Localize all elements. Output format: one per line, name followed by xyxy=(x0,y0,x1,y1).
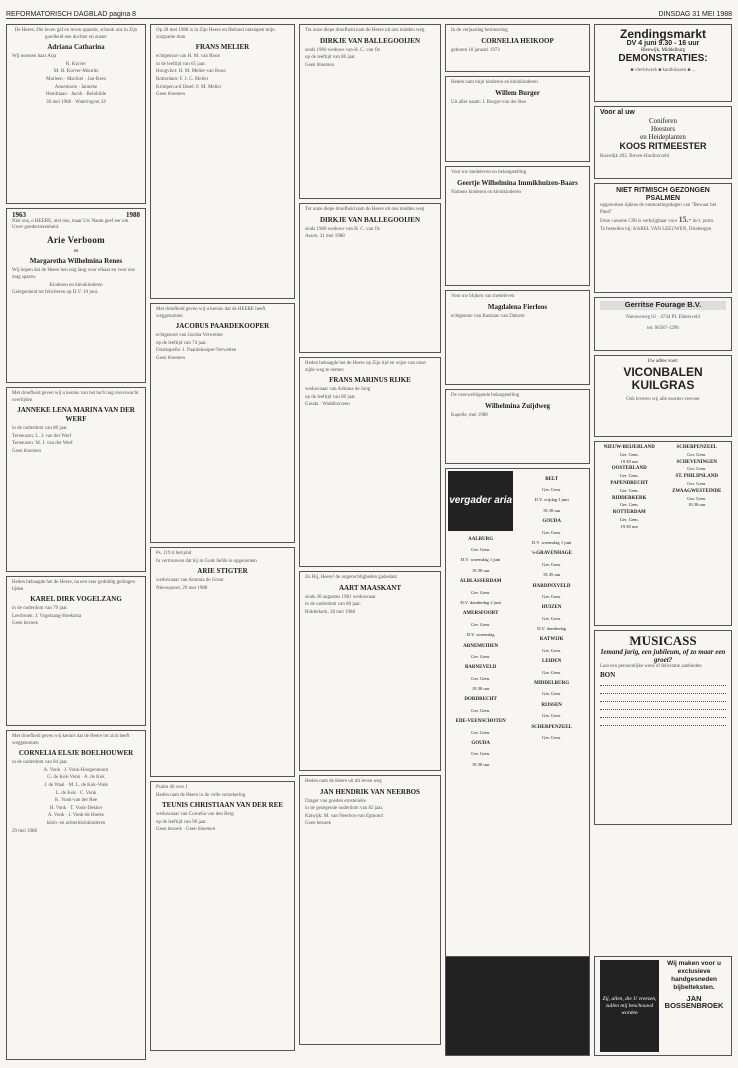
notice-jacobus: Met droefheid geven wij u kennis dat de HEERE heeft weggenomen JACOBUS PAARDEKOOPER echtgenoot van Jacoba Verwetten op de leeftijd van 74 jaar. Oostkapelle: J. Paardekooper-Verwetten Geen bloemen xyxy=(150,303,295,543)
ad-text: Wij maken voor u exclusieve handgesneden bijbelteksten. xyxy=(667,960,721,991)
church-services: vergader aria AALBURG Ger. Gem. D.V. woensdag 1 juni 19.30 uur ALBLASSERDAM Ger. Gem. D.V. donderdag 2 juni AMERSFOORT Ger. Gem. D.V. woensdag ARNEMUIDEN Ger. Gem. BARNEVELD Ger. Gem. 19.30 uur DORDRECHT Ger. Gem. EDE-VEENSCHOTEN Ger. Gem. GOUDA Ger. Gem. 19.30 uur BELT Ger. Gem. D.V. vrijdag 3 juni 19.30 uur GOUDA Ger. Gem. D.V. woensdag 1 juni 's-GRAVENHAGE Ger. Gem. 19.45 uur HARDINXVELD Ger. Gem. HUIZEN Ger. Gem. D.V. donderdag KATWIJK Ger. Gem. LEIDEN Ger. Gem. MIDDELBURG Ger. Gem. RIJSSEN Ger. Gem. SCHERPENZEEL Ger. Gem. xyxy=(445,468,590,1028)
form-field[interactable] xyxy=(600,703,726,710)
ad-top: Voor al uw xyxy=(600,109,635,116)
notice-jan-hendrik: Heden nam de Heere uit dit leven weg JAN HENDRIK VAN NEERBOS Drager van goeden ernstelieke in de gezegende ouderdom van 82 jaar. Katwijk: M. van Neerbos-van Egmond Geen bezoek xyxy=(299,775,441,1045)
ad-place: Bleewijk, Middelburg xyxy=(640,47,686,53)
notice-title: JANNEKE LENA MARINA VAN DER WERF xyxy=(17,406,135,424)
ad-niet-ritmisch: NIET RITMISCH GEZONGEN PSALMEN opgenomen tijdens de ontmoetingsdagen van "Bewaar het Pand" Deze cassette C90 is verkrijgbaar voor 15.- incl. porto. Te bestellen bij: KAREL VAN LEEUWEN, Driebergen xyxy=(594,183,732,293)
ad-items: Coniferen Heesters en Heideplanten xyxy=(640,116,686,141)
ad-bossenbroek-image xyxy=(445,956,590,1056)
notice-dirkje-1: Tot onze diepe droefheid nam de Heere uit ons midden weg DIRKJE VAN BALLEGOOIJEN sinds 1960 weduwe van H. C. van Os op de leeftijd van 86 jaar. Geen bloemen xyxy=(299,24,441,199)
notice-karel: Heden behaagde het de Heere, na een zeer geduldig gedragen lijden KAREL DIRK VOGELZANG in de ouderdom van 79 jaar. Leerbroek: J. Vogelzang-Hoeksma Geen bezoek xyxy=(6,576,146,726)
notice-frans-rijke: Heden behaagde het de Heere op Zijn tijd en wijze van onze zijde weg te nemen FRANS MARINUS RIJKE weduwnaar van Adriana de Jong op de leeftijd van 80 jaar. Gouda · Waddinxveen xyxy=(299,357,441,567)
ad-subtitle: DV 4 juni 9.30 - 16 uur xyxy=(626,40,700,47)
notice-title: FRANS MARINUS RIJKE xyxy=(329,376,411,385)
notice-title: Adriana Catharina xyxy=(47,43,105,52)
column-4 xyxy=(445,24,590,1032)
notice-title: CORNELIA ELSJE BOELHOUWER xyxy=(18,749,134,758)
ad-gerritse: Gerritse Fourage B.V. Nieuweweg 61 · 4744 PL Eldersveld tel. 06587-1296 xyxy=(594,297,732,351)
form-field[interactable] xyxy=(600,679,726,686)
ad-title: MUSICASS xyxy=(629,633,697,648)
notice-title: CORNELIA HEIKOOP xyxy=(481,36,554,45)
year-start: 1963 xyxy=(12,211,26,219)
column-5 xyxy=(594,24,732,829)
notice-title: JAN HENDRIK VAN NEERBOS xyxy=(320,787,420,796)
form-field[interactable] xyxy=(600,711,726,718)
ad-slogan: Iemand jarig, een jubileum, of zo maar een groet? xyxy=(600,648,726,664)
ad-title: NIET RITMISCH GEZONGEN PSALMEN xyxy=(616,187,710,202)
bon-label: BON xyxy=(600,670,616,679)
ad-musicass: MUSICASS Iemand jarig, een jubileum, of zo maar een groet? Laat een persoonlijke wens of felicitatie aanbieden BON xyxy=(594,630,732,825)
notice-dirkje-2: Tot onze diepe droefheid nam de Heere uit ons midden weg DIRKJE VAN BALLEGOOIJEN sinds 1960 weduwe van H. C. van Os Assen, 31 mei 1988 xyxy=(299,203,441,353)
ad-price: 15.- xyxy=(678,215,692,225)
notice-magdalena: Voor uw blijken van medeleven Magdalena Fierloos echtgenote van Bastiaan van Dalsem xyxy=(445,290,590,385)
notice-title: ARIE STIGTER xyxy=(197,567,248,576)
notice-title: TEUNIS CHRISTIAAN VAN DER REE xyxy=(161,801,284,810)
form-field[interactable] xyxy=(600,719,726,726)
ad-title-2: KUILGRAS xyxy=(631,377,695,392)
ad-koos-ritmeester: Voor al uw Coniferen Heesters en Heideplanten KOOS RITMEESTER Roosdijk 402, Boven-Hardinxveld xyxy=(594,106,732,179)
ad-demo: DEMONSTRATIES: xyxy=(618,53,708,65)
ad-top: Uw adres voor: xyxy=(647,359,679,364)
header-left: REFORMATORISCH DAGBLAD pagina 8 xyxy=(6,11,137,18)
notice-arie-stigter: Ps. 119:4 berijmd In vertrouwen dat hij in Gods liefde is opgenomen ARIE STIGTER weduwnaar van Antonia de Groot Nieuwpoort, 29 mei 1988 xyxy=(150,547,295,777)
form-field[interactable] xyxy=(600,687,726,694)
notice-teunis: Psalm 46 vers 1 Heden nam de Heere in de volle verzekering TEUNIS CHRISTIAAN VAN DER REE weduwnaar van Cornelia van den Berg op de leeftijd van 90 jaar. Geen bezoek · Geen bloemen xyxy=(150,781,295,1051)
notice-aart: Zo Hij, Heere! de ongerechtigheden gadeslaat AART MAASKANT sinds 30 augustus 1981 weduwnaar in de ouderdom van 86 jaar. Ridderkerk, 28 mei 1988 xyxy=(299,571,441,771)
notice-title: FRANS MELIER xyxy=(195,43,250,52)
column-3 xyxy=(299,24,441,1049)
notice-title-2: Margaretha Wilhelmina Renes xyxy=(29,257,123,266)
notice-cornelia-heikoop: In de verjaardag herinnering CORNELIA HEIKOOP geboren 18 januari 1973 xyxy=(445,24,590,72)
notice-cornelia-boelhouwer: Met droefheid geven wij kennis dat de Heere tot zich heeft weggenomen CORNELIA ELSJE BOELHOUWER in de ouderdom van 84 jaar. A. Vonk · J. Vonk-Hoogendoorn G. de Kok-Vonk · A. de Kok J. de Waal · M. L. de Kok-Vonk L. de Kok · C. Vonk K. Vonk-van der Ree H. Vonk · T. Vonk-Dekker A. Vonk · J. Vonk-de Hoeke klein- en achterkleinkinderen 29 mei 1988 xyxy=(6,730,146,1060)
notice-anniversary: 1963 1988 Niet ons, o HEERE, niet ons, maar Uw Naam geef eer om Uwer goedertierenheid. Arie Verboom en Margaretha Wilhelmina Renes Wij hopen dat de Heere hen nog lang voor elkaar en voor ons mag sparen. Kinderen en kleinkinderen Gelegenheid tot feliciteren op D.V. 10 juni. xyxy=(6,208,146,383)
ad-title: VICONBALEN xyxy=(623,364,703,379)
form-field[interactable] xyxy=(600,695,726,702)
ad-name: JAN BOSSENBROEK xyxy=(664,994,724,1010)
ad-zendingsmarkt: Zendingsmarkt DV 4 juni 9.30 - 16 uur Bleewijk, Middelburg DEMONSTRATIES: ■ vlechtwerk ■ kantklossen ■ ... xyxy=(594,24,732,102)
vergader-aria-logo: vergader aria xyxy=(448,471,513,531)
notice-title: DIRKJE VAN BALLEGOOIJEN xyxy=(319,36,421,45)
column-1 xyxy=(6,24,146,1064)
column-2 xyxy=(150,24,295,1055)
notice-willem: Heden nam mijn kinderen en kleinkinderen Willem Burger Uit aller naam: J. Burger-van der Ree xyxy=(445,76,590,162)
notice-frans-melier: Op 28 mei 1988 is in Zijn Heere en Heiland ontslapen mijn zorgzame man FRANS MELIER echtgenoot van H. M. van Roon in de leeftijd van 65 jaar. Hoogvliet: H. M. Melier-van Roon Rotterdam: F. J. C. Melier Krimpen a/d IJssel: F. M. Melier Geen bloemen xyxy=(150,24,295,299)
church-services-2: NIEUW-BEIJERLAND Ger. Gem. 19.30 uur OOSTERLAND Ger. Gem. PAPENDRECHT Ger. Gem. RIDDERKERK Ger. Gem. ROTTERDAM Ger. Gem. 19.30 uur SCHERPENZEEL Ger. Gem. SCHEVENINGEN Ger. Gem. ST. PHILIPSLAND Ger. Gem. ZWAAGWESTEINDE Ger. Gem. 19.30 uur xyxy=(594,441,732,626)
notice-geertje: Voor uw medeleven en belangstelling Geertje Wilhelmina Immikhuizen-Baars Namens kinderen en kleinkinderen xyxy=(445,166,590,286)
notice-adriana: De Heere, Die leven gaf en leven spaarde, schonk ons in Zijn goedheid een dochter en zuster Adriana Catharina Wij noemen haar Arja R. Korver M. H. Korver-Mourits Marleen · Machiel · Jan-Kees Annemarie · Janneke Hendriaan · Jacob · Reinhilde 30 mei 1988 · Wateringvet 24 xyxy=(6,24,146,204)
ad-title: Gerritse Fourage B.V. xyxy=(600,301,726,310)
notice-title: KAREL DIRK VOGELZANG xyxy=(30,595,122,604)
notice-title: DIRKJE VAN BALLEGOOIJEN xyxy=(319,215,421,224)
notice-title: Arie Verboom xyxy=(47,234,105,245)
notice-title: Magdalena Fierloos xyxy=(487,302,548,311)
notice-title: Willem Burger xyxy=(495,88,540,97)
notice-title: Geertje Wilhelmina Immikhuizen-Baars xyxy=(457,178,578,187)
year-end: 1988 xyxy=(126,211,140,219)
notice-title: AART MAASKANT xyxy=(338,583,402,592)
notice-title: Wilhelmina Zuijdweg xyxy=(484,401,551,410)
bijbeltekst-sample: Zij, allen, die U vreezen, zullen mij beschouwd worden xyxy=(600,960,659,1052)
page-header xyxy=(6,6,732,19)
notice-and: en xyxy=(73,248,79,254)
ad-name: KOOS RITMEESTER xyxy=(619,140,707,151)
ad-viconbalen: Uw adres voor: VICONBALEN KUILGRAS Ook leveren wij alle soorten veevoer xyxy=(594,355,732,437)
ad-bossenbroek xyxy=(594,956,732,1056)
notice-title: JACOBUS PAARDEKOOPER xyxy=(175,322,270,331)
notice-janneke: Met droefheid geven wij u kennis van het toch nog onverwacht overlijden JANNEKE LENA MARINA VAN DER WERF in de ouderdom van 80 jaar. Terneuzen: L. J. van der Werf Terneuzen: M. J. van der Werf Geen bloemen xyxy=(6,387,146,572)
notice-wilhelmina: De overweldigende belangstelling Wilhelmina Zuijdweg Kapelle, mei 1988 xyxy=(445,389,590,464)
ad-title: Zendingsmarkt xyxy=(619,27,706,41)
header-right: DINSDAG 31 MEI 1988 xyxy=(658,11,732,18)
